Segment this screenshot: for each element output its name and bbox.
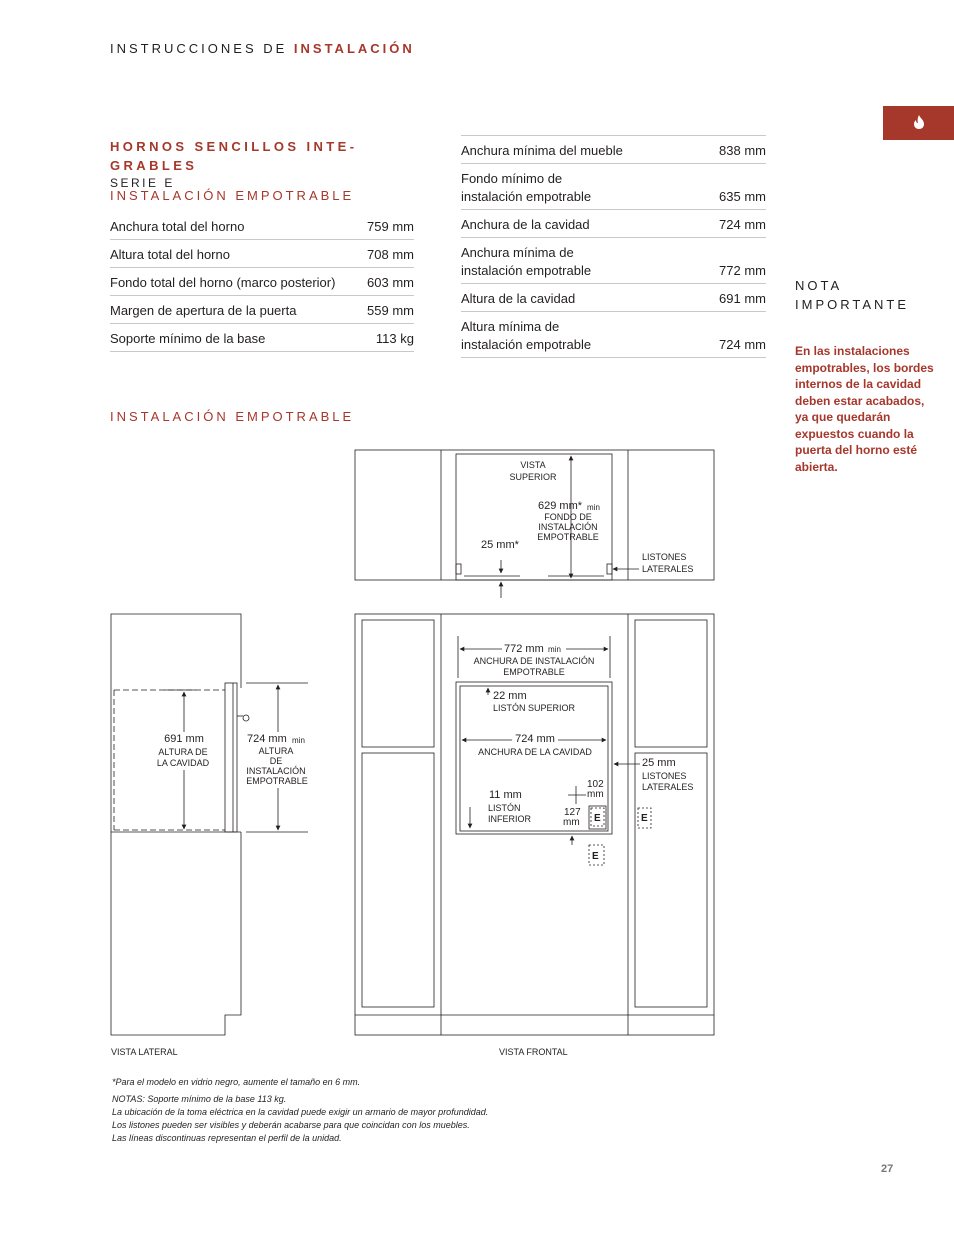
top-gap-value: 25 mm* <box>481 539 519 551</box>
front-bottom-strip-label-2: INFERIOR <box>488 814 532 824</box>
outlet-e-below: E <box>592 851 599 862</box>
series-label: SERIE E <box>110 176 175 190</box>
spec-label: Anchura de la cavidad <box>461 210 697 238</box>
front-view-caption: VISTA FRONTAL <box>499 1047 568 1057</box>
front-bottom-strip-label-1: LISTÓN <box>488 803 521 813</box>
front-cavity-width: 724 mm <box>515 733 555 745</box>
side-cavity-label-1: ALTURA DE <box>158 747 208 757</box>
spec-value: 635 mm <box>697 164 766 210</box>
spec-value: 838 mm <box>697 136 766 164</box>
front-cavity-width-label: ANCHURA DE LA CAVIDAD <box>478 747 592 757</box>
spec-value: 113 kg <box>362 324 414 352</box>
front-install-label-1: ANCHURA DE INSTALACIÓN <box>473 656 595 666</box>
front-side-strip-label-2: LATERALES <box>642 782 694 792</box>
front-install-width: 772 mm <box>504 643 544 655</box>
top-strips-label-1: LISTONES <box>642 552 687 562</box>
spec-value: 759 mm <box>362 212 414 240</box>
spec-label: Anchura total del horno <box>110 212 362 240</box>
spec-value: 691 mm <box>697 284 766 312</box>
section-subtitle: INSTALACIÓN EMPOTRABLE <box>110 188 355 203</box>
footnote-notes: NOTAS: Soporte mínimo de la base 113 kg. La ubicación de la toma eléctrica en la cavidad puede exigir un armario de mayor profundidad. Los listones pueden ser visibles y deberán acabarse para que coincidan con los muebles. Las líneas discontinuas representan el perfil de la unidad. <box>112 1094 489 1143</box>
side-install-min: min <box>292 736 305 745</box>
top-depth-label-3: EMPOTRABLE <box>537 532 599 542</box>
section-title-line2: GRABLES <box>110 158 198 173</box>
front-dim-127-b: mm <box>563 817 580 828</box>
spec-value: 603 mm <box>362 268 414 296</box>
top-depth-min: min <box>587 503 600 512</box>
front-dim-127-a: 127 <box>564 807 581 818</box>
spec-label: Margen de apertura de la puerta <box>110 296 362 324</box>
front-dim-102-a: 102 <box>587 779 604 790</box>
spec-label: Soporte mínimo de la base <box>110 324 362 352</box>
header-emphasis: INSTALACIÓN <box>293 41 415 56</box>
spec-value: 772 mm <box>697 238 766 284</box>
footnote-star: *Para el modelo en vidrio negro, aumente el tamaño en 6 mm. <box>112 1077 361 1087</box>
side-view-drawing <box>111 614 308 1035</box>
top-depth-value: 629 mm* <box>538 500 583 512</box>
top-view-label-2: SUPERIOR <box>509 472 557 482</box>
front-view-drawing <box>355 614 714 1035</box>
front-install-min: min <box>548 645 561 654</box>
note-heading: NOTA IMPORTANTE <box>795 278 910 312</box>
spec-label: Altura mínima de instalación empotrable <box>461 312 697 358</box>
front-bottom-strip: 11 mm <box>489 789 522 801</box>
spec-label: Anchura mínima del mueble <box>461 136 697 164</box>
spec-value: 724 mm <box>697 210 766 238</box>
top-depth-label-1: FONDO DE <box>544 512 592 522</box>
top-depth-label-2: INSTALACIÓN <box>538 522 598 532</box>
spec-label: Altura total del horno <box>110 240 362 268</box>
section-title-line1: HORNOS SENCILLOS INTE- <box>110 139 358 154</box>
diagram-section-title: INSTALACIÓN EMPOTRABLE <box>110 409 355 424</box>
spec-value: 559 mm <box>362 296 414 324</box>
note-text: En las instalaciones empotrables, los bordes internos de la cavidad deben estar acabados, ya que quedarán expuestos cuando la puerta del horno esté abierta. <box>795 344 934 474</box>
side-install-label-3: INSTALACIÓN <box>246 766 306 776</box>
front-side-strip: 25 mm <box>642 757 676 769</box>
running-header: INSTRUCCIONES DE INSTALACIÓN <box>110 41 415 56</box>
spec-label: Fondo total del horno (marco posterior) <box>110 268 362 296</box>
top-strips-label-2: LATERALES <box>642 564 694 574</box>
spec-value: 708 mm <box>362 240 414 268</box>
spec-value: 724 mm <box>697 312 766 358</box>
front-install-label-2: EMPOTRABLE <box>503 667 565 677</box>
page-number: 27 <box>881 1163 894 1175</box>
side-view-caption: VISTA LATERAL <box>111 1047 178 1057</box>
front-dim-102-b: mm <box>587 789 604 800</box>
spec-label: Anchura mínima de instalación empotrable <box>461 238 697 284</box>
spec-label: Altura de la cavidad <box>461 284 697 312</box>
side-install-label-2: DE <box>269 756 283 766</box>
top-view-label-1: VISTA <box>520 460 546 470</box>
side-install-label-4: EMPOTRABLE <box>246 776 308 786</box>
side-install-label-1: ALTURA <box>258 746 294 756</box>
front-top-strip-label: LISTÓN SUPERIOR <box>493 703 576 713</box>
side-cavity-label-2: LA CAVIDAD <box>156 758 210 768</box>
outlet-e-side: E <box>641 813 648 824</box>
side-cavity-height: 691 mm <box>164 733 204 745</box>
outlet-e-cavity: E <box>594 813 601 824</box>
front-top-strip: 22 mm <box>493 690 527 702</box>
side-install-height: 724 mm <box>247 733 287 745</box>
front-side-strip-label-1: LISTONES <box>642 771 687 781</box>
spec-label: Fondo mínimo de instalación empotrable <box>461 164 697 210</box>
